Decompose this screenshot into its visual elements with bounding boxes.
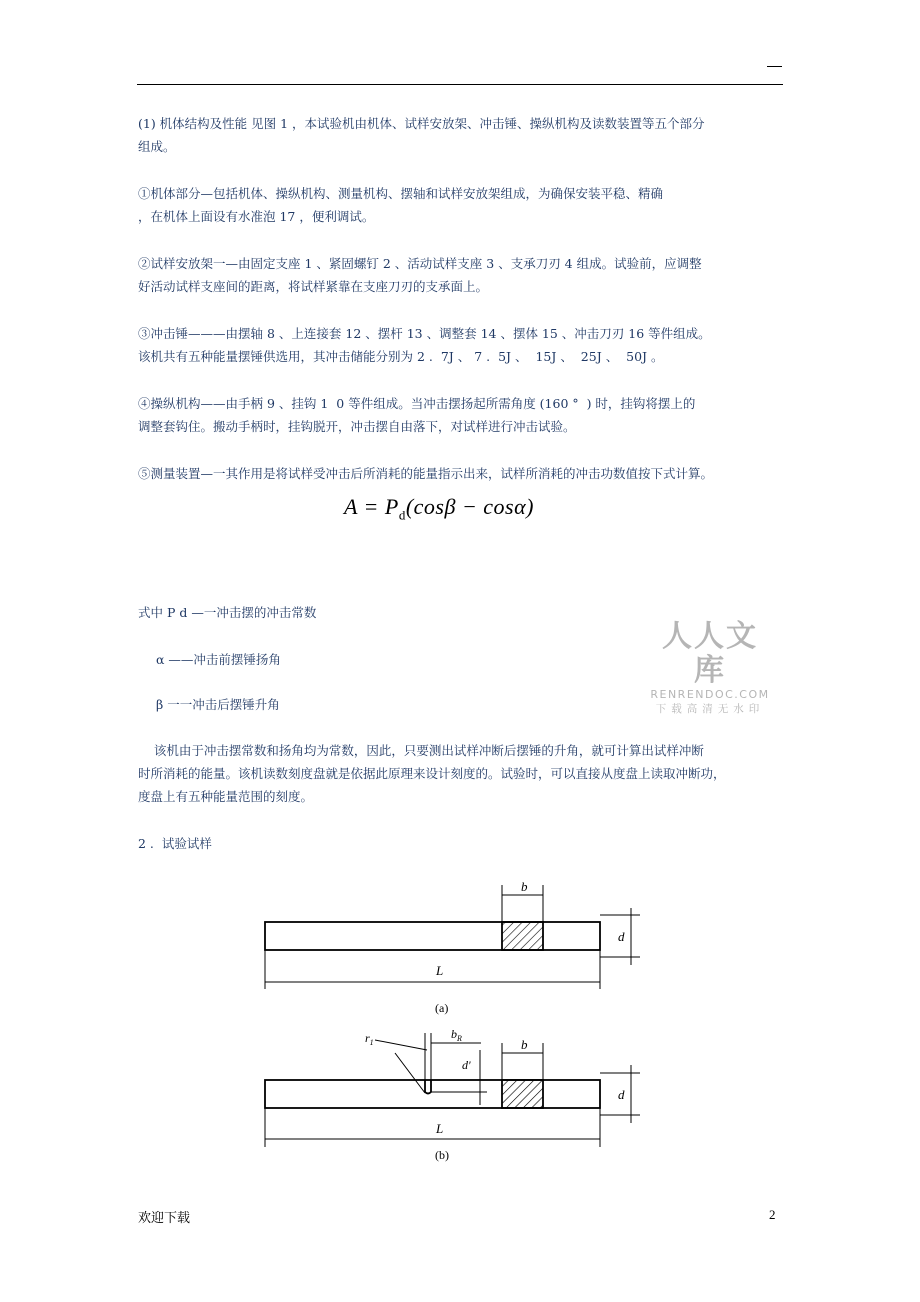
paragraph-beta: β 一一冲击后摆锤升角	[156, 697, 280, 712]
specimen-figure	[255, 875, 665, 1165]
dim-bR-main: b	[451, 1027, 457, 1041]
dim-r1-sub: 1	[369, 1038, 374, 1047]
dim-d1: d'	[462, 1058, 471, 1072]
impact-formula	[344, 494, 534, 523]
watermark-site: RENRENDOC.COM	[650, 688, 770, 701]
watermark-logo	[648, 620, 772, 716]
label-b: (b)	[435, 1148, 449, 1162]
dim-L-a: L	[436, 963, 444, 978]
page-number: 2	[769, 1207, 776, 1222]
paragraph-control: ④操纵机构——由手柄 9 、挂钩 1 0 等件组成。当冲击摆扬起所需角度 (160 ° ) 时，挂钩将摆上的 调整套钩住。搬动手柄时，挂钩脱开，冲击摆自由落下，对试样进行冲击试验。	[138, 396, 696, 434]
paragraph-pd: 式中 P d —一冲击摆的冲击常数	[138, 605, 317, 620]
formula-lhs: A = P	[344, 494, 399, 519]
label-a: (a)	[435, 1001, 449, 1015]
watermark-title: 人人文库	[662, 619, 758, 688]
paragraph-principle: 该机由于冲击摆常数和扬角均为常数，因此，只要测出试样冲断后摆锤的升角，就可计算出试样冲断 时所消耗的能量。该机读数刻度盘就是依据此原理来设计刻度的。试验时，可以直接从度盘上读取冲断功， 度盘上有五种能量范围的刻度。	[138, 743, 726, 804]
watermark-slogan: 下载高清无水印	[655, 703, 765, 715]
dim-r1-main: r	[365, 1031, 370, 1045]
paragraph-measurement: ⑤测量装置—一其作用是将试样受冲击后所消耗的能量指示出来，试样所消耗的冲击功数值按下式计算。	[138, 466, 714, 481]
dim-b-a: b	[521, 879, 528, 894]
figure-b	[265, 1033, 640, 1147]
dim-bR-sub: R	[457, 1034, 462, 1043]
formula-sub: d	[398, 507, 406, 523]
footer-download-text: 欢迎下载	[138, 1211, 191, 1226]
paragraph-hammer: ③冲击锤———由摆轴 8 、上连接套 12 、摆杆 13 、调整套 14 、摆体 15 、冲击刀刃 16 等件组成。 该机共有五种能量摆锤供选用，其冲击储能分别为 2 . 7J 、 7 . 5J 、 15J 、 25J 、 50J 。	[138, 326, 711, 364]
paragraph-specimen-holder: ②试样安放架一—由固定支座 1 、紧固螺钉 2 、活动试样支座 3 、支承刀刃 4 组成。试验前，应调整 好活动试样支座间的距离，将试样紧靠在支座刀刃的支承面上。	[138, 256, 702, 294]
dim-b-b: b	[521, 1037, 528, 1052]
dim-L-b: L	[436, 1121, 444, 1136]
dim-d-a: d	[618, 929, 625, 944]
paragraph-alpha: α ——冲击前摆锤扬角	[156, 652, 281, 667]
dim-r1	[365, 1031, 374, 1047]
formula-rhs: (cosβ − cosα)	[405, 494, 534, 519]
figure-a	[265, 885, 640, 989]
header-mark	[767, 66, 782, 67]
paragraph-body: ①机体部分—包括机体、操纵机构、测量机构、摆轴和试样安放架组成，为确保安装平稳、精确 ，在机体上面设有水准泡 17 ，便利调试。	[138, 186, 664, 224]
section-heading-specimen: 2 . 试验试样	[138, 836, 212, 851]
dim-d-b: d	[618, 1087, 625, 1102]
header-rule	[137, 84, 783, 85]
paragraph-structure: (1) 机体结构及性能 见图 1 ，本试验机由机体、试样安放架、冲击锤、操纵机构及读数装置等五个部分 组成。	[138, 116, 705, 154]
dim-bR	[451, 1027, 462, 1043]
